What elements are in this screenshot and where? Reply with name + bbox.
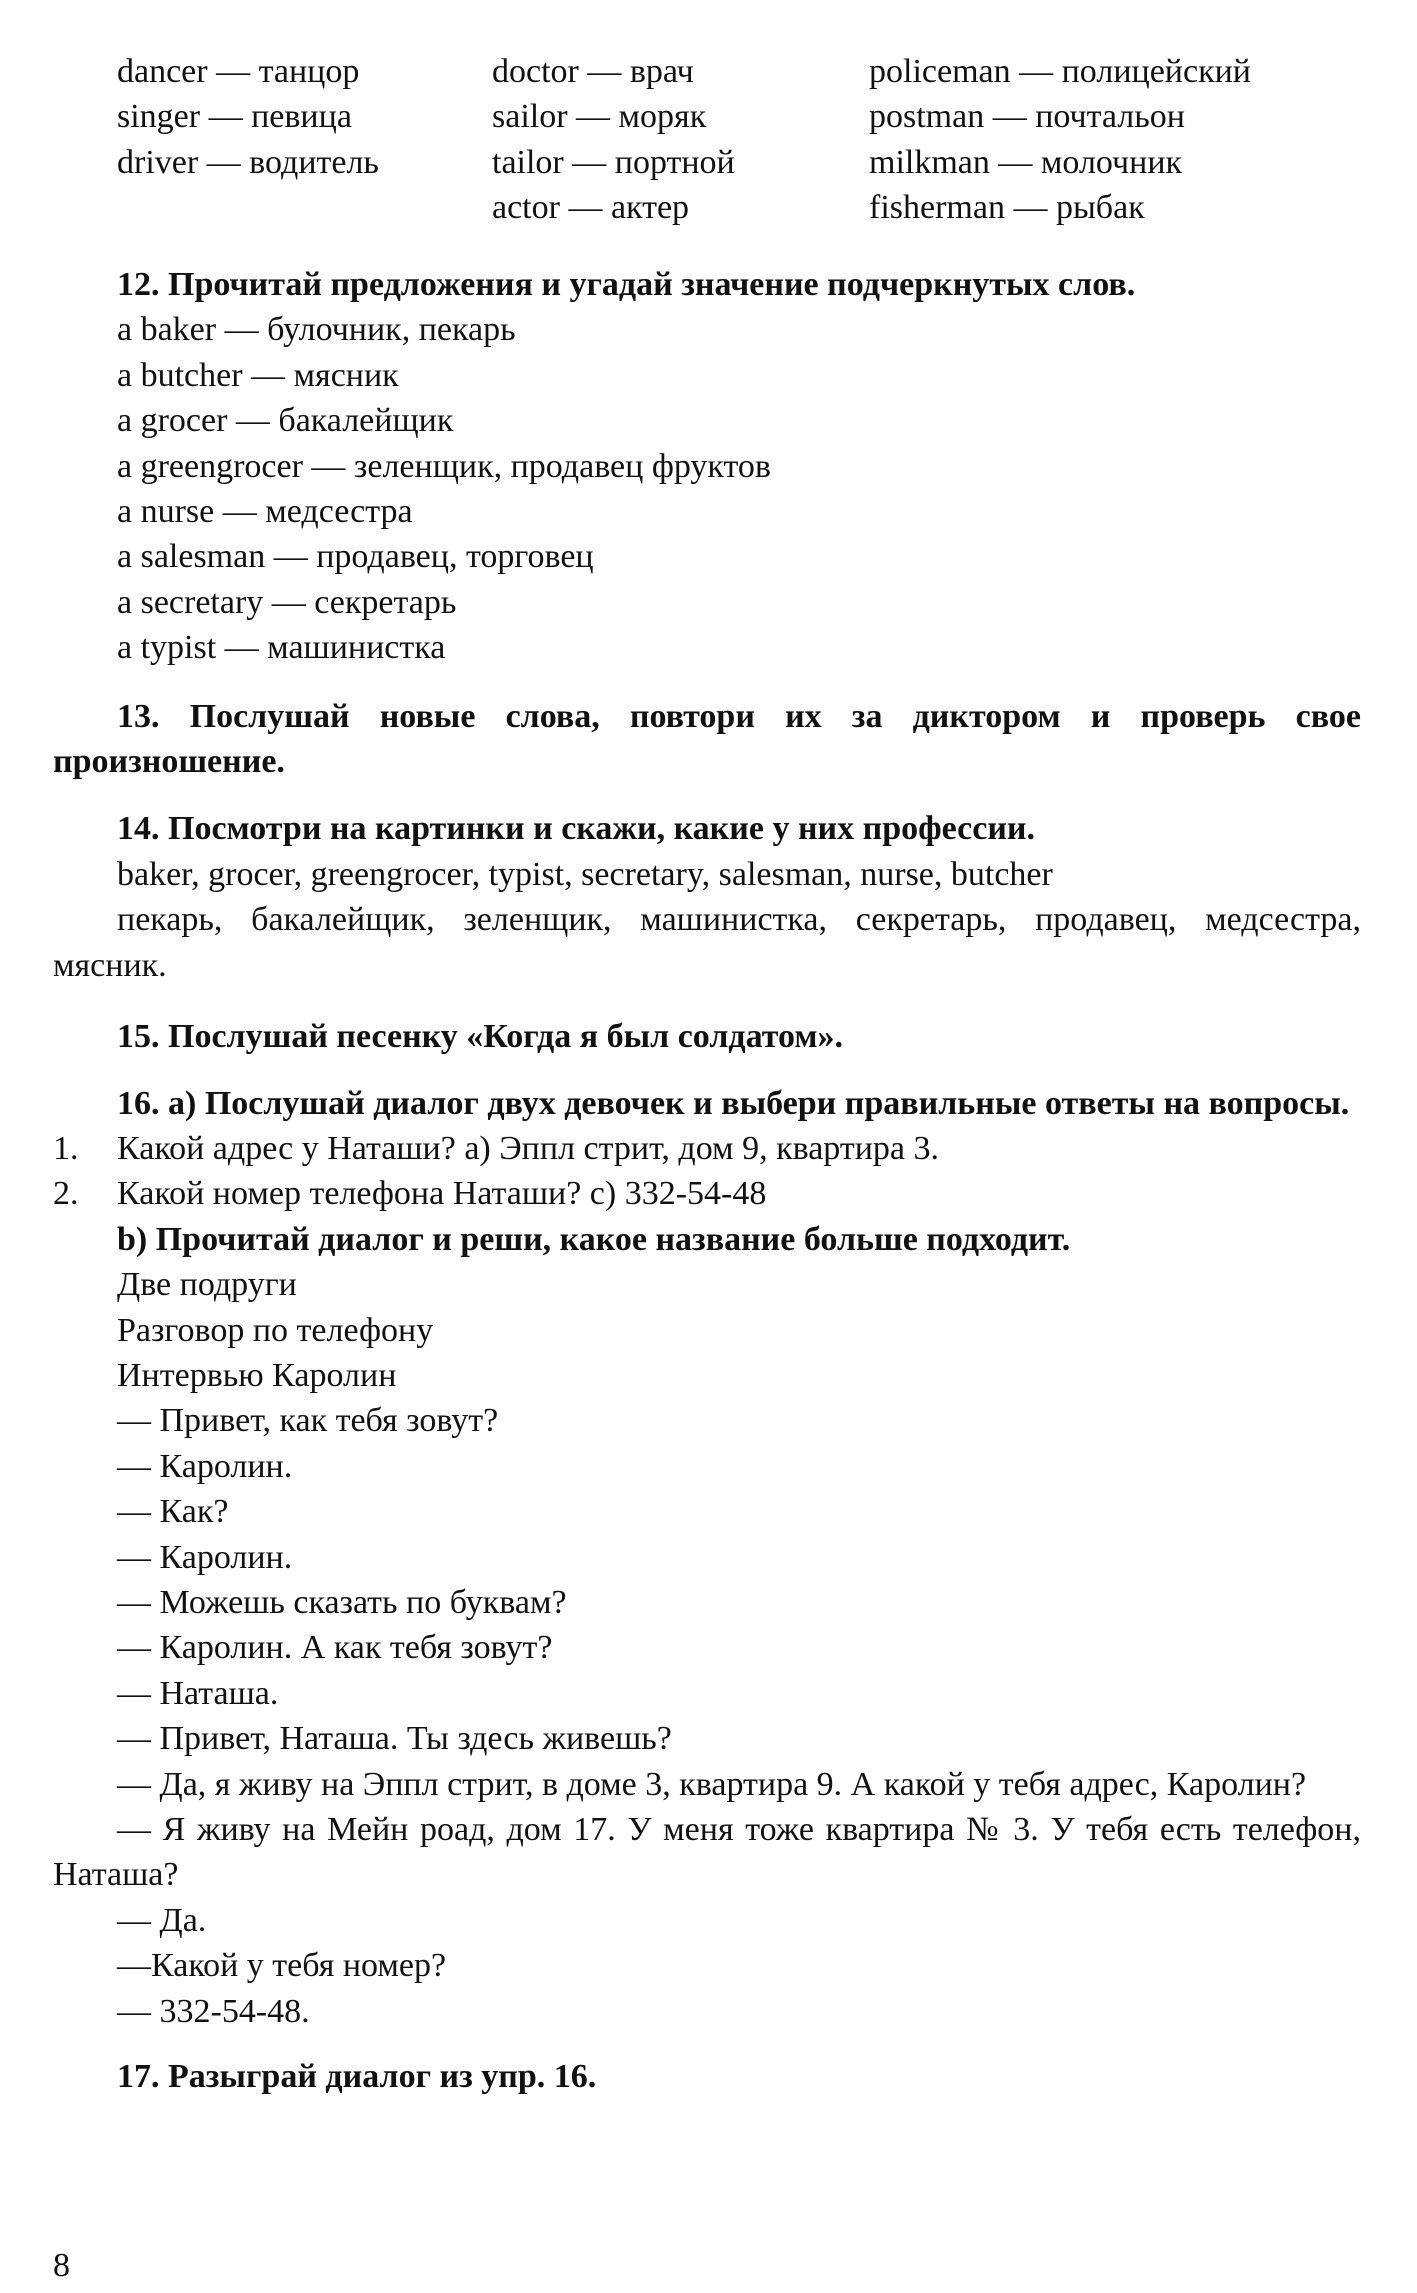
dialogue-line: — Как? xyxy=(117,1493,229,1531)
answer-item xyxy=(53,1171,1361,1216)
page-content xyxy=(53,49,1361,2099)
vocab-item: sailor — моряк xyxy=(492,98,707,136)
vocabulary-columns xyxy=(53,49,1361,235)
dialogue-line: — 332-54-48. xyxy=(117,1992,310,2030)
answer-text: Какой номер телефона Наташи? с) 332-54-48 xyxy=(117,1175,767,1213)
dialogue-line: — Каролин. xyxy=(117,1538,293,1576)
exercise-16b-title: b) Прочитай диалог и реши, какое название больше подходит. xyxy=(117,1220,1071,1258)
list-item: a butcher — мясник xyxy=(117,356,399,394)
dialogue-line: — Я живу на Мейн роад, дом 17. У меня тоже квартира № 3. У тебя есть телефон, Наташа? xyxy=(53,1811,1361,1894)
vocab-item: dancer — танцор xyxy=(117,53,360,90)
dialogue-line: — Да. xyxy=(117,1901,207,1939)
answer-item xyxy=(53,1126,1361,1171)
vocab-item: driver — водитель xyxy=(117,143,379,181)
exercise-14-russian: пекарь, бакалейщик, зеленщик, машинистка, секретарь, продавец, медсестра, мясник. xyxy=(53,901,1361,984)
dialogue-line: — Привет, как тебя зовут? xyxy=(117,1402,499,1440)
vocab-column-2 xyxy=(492,49,735,231)
dialogue-line: — Привет, Наташа. Ты здесь живешь? xyxy=(117,1720,672,1758)
dialogue-line: — Наташа. xyxy=(117,1674,279,1712)
dialogue-line: — Каролин. А как тебя зовут? xyxy=(117,1629,553,1667)
vocab-item: policeman — полицейский xyxy=(869,53,1252,90)
list-item: a salesman — продавец, торговец xyxy=(117,538,594,576)
vocab-item: milkman — молочник xyxy=(869,143,1183,181)
vocab-item: tailor — портной xyxy=(492,143,735,181)
dialogue-line: — Каролин. xyxy=(117,1447,293,1485)
exercise-13-title: 13. Послушай новые слова, повтори их за диктором и проверь свое произношение. xyxy=(53,697,1361,781)
title-option: Две подруги xyxy=(117,1266,297,1304)
title-option: Разговор по телефону xyxy=(117,1311,434,1349)
dialogue-line: — Можешь сказать по буквам? xyxy=(117,1583,567,1621)
list-item: a grocer — бакалейщик xyxy=(117,402,454,440)
exercise-12-items xyxy=(53,307,1361,670)
exercise-14-english: baker, grocer, greengrocer, typist, secretary, salesman, nurse, butcher xyxy=(117,855,1053,893)
vocab-item: fisherman — рыбак xyxy=(869,189,1145,227)
vocab-item: postman — почтальон xyxy=(869,98,1185,136)
list-item: a greengrocer — зеленщик, продавец фруктов xyxy=(117,447,771,485)
exercise-17-title: 17. Разыграй диалог из упр. 16. xyxy=(117,2058,597,2096)
answer-number: 1. xyxy=(53,1129,79,1167)
vocab-item: actor — актер xyxy=(492,189,690,227)
list-item: a secretary — секретарь xyxy=(117,583,457,621)
vocab-item: singer — певица xyxy=(117,98,352,136)
list-item: a typist — машинистка xyxy=(117,629,446,667)
vocab-column-1 xyxy=(117,49,379,185)
title-option: Интервью Каролин xyxy=(117,1356,397,1394)
answer-number: 2. xyxy=(53,1175,79,1213)
page-number: 8 xyxy=(53,2247,70,2284)
vocab-item: doctor — врач xyxy=(492,53,694,90)
dialogue-line: —Какой у тебя номер? xyxy=(117,1947,447,1985)
answer-text: Какой адрес у Наташи? а) Эппл стрит, дом 9, квартира 3. xyxy=(117,1129,939,1167)
dialogue xyxy=(53,1398,1361,2034)
vocab-column-3 xyxy=(869,49,1251,231)
exercise-14-title: 14. Посмотри на картинки и скажи, какие у них профессии. xyxy=(117,810,1036,848)
exercise-12-title: 12. Прочитай предложения и угадай значение подчеркнутых слов. xyxy=(117,266,1136,303)
dialogue-line: — Да, я живу на Эппл стрит, в доме 3, квартира 9. А какой у тебя адрес, Каролин? xyxy=(117,1765,1307,1803)
list-item: a baker — булочник, пекарь xyxy=(117,311,516,349)
list-item: a nurse — медсестра xyxy=(117,493,413,531)
exercise-15-title: 15. Послушай песенку «Когда я был солдатом». xyxy=(117,1018,844,1056)
exercise-16a-title: 16. а) Послушай диалог двух девочек и выбери правильные ответы на вопросы. xyxy=(117,1084,1350,1122)
